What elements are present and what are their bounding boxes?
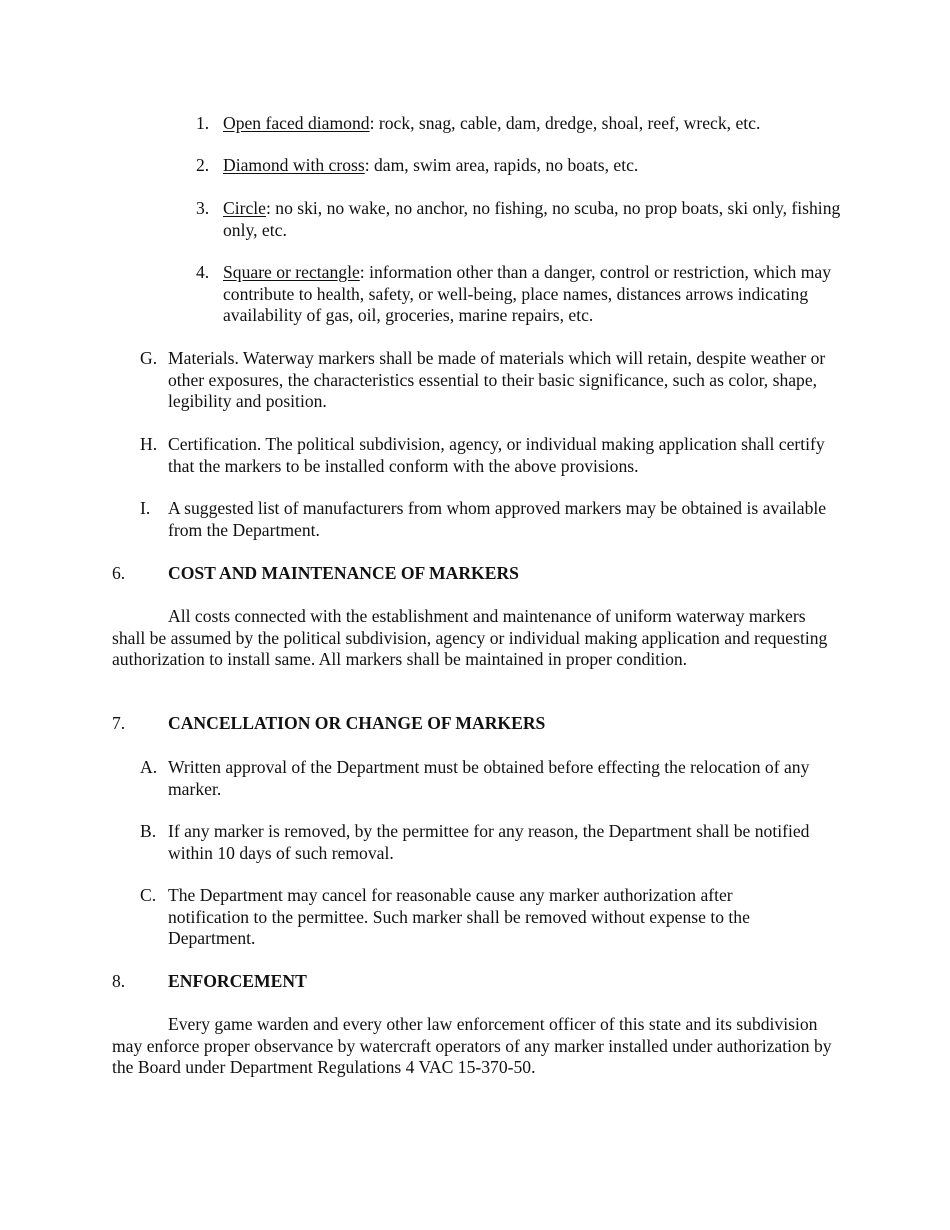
- list-term: Square or rectangle: [223, 262, 360, 282]
- list-text: : information other than a danger, control or restriction, which may contribute to health, safety, or well-being, place names, distances arrows indicating availability of gas, oil, groceries, marine repairs, etc.: [223, 262, 832, 325]
- section-title: ENFORCEMENT: [168, 971, 307, 991]
- list-text: : dam, swim area, rapids, no boats, etc.: [364, 155, 639, 175]
- list-term: Circle: [223, 198, 266, 218]
- list-number: 2.: [196, 155, 210, 175]
- item-text: The Department may cancel for reasonable cause any marker authorization after notification to the permittee. Such marker shall be removed without expense to the Department.: [168, 885, 750, 948]
- section-number: 6.: [112, 563, 126, 583]
- list-text: : no ski, no wake, no anchor, no fishing, no scuba, no prop boats, ski only, fishing only, etc.: [223, 198, 841, 240]
- list-term: Diamond with cross: [223, 155, 365, 175]
- section-title: COST AND MAINTENANCE OF MARKERS: [168, 563, 519, 583]
- item-text: Certification. The political subdivision, agency, or individual making application shall certify that the markers to be installed conform with the above provisions.: [168, 434, 825, 476]
- item-text: Materials. Waterway markers shall be made of materials which will retain, despite weather or other exposures, the characteristics essential to their basic significance, such as color, shape, legibility and position.: [168, 348, 826, 411]
- item-letter: B.: [140, 821, 157, 841]
- section-number: 7.: [112, 713, 126, 733]
- list-term: Open faced diamond: [223, 113, 370, 133]
- item-letter: C.: [140, 885, 157, 905]
- item-letter: I.: [140, 498, 151, 518]
- item-text: If any marker is removed, by the permittee for any reason, the Department shall be notified within 10 days of such removal.: [168, 821, 810, 863]
- list-text: : rock, snag, cable, dam, dredge, shoal, reef, wreck, etc.: [369, 113, 761, 133]
- item-letter: H.: [140, 434, 158, 454]
- section-title: CANCELLATION OR CHANGE OF MARKERS: [168, 713, 546, 733]
- item-text: Written approval of the Department must be obtained before effecting the relocation of any marker.: [168, 757, 810, 799]
- item-text: A suggested list of manufacturers from whom approved markers may be obtained is available from the Department.: [168, 498, 827, 540]
- list-number: 1.: [196, 113, 210, 133]
- section-number: 8.: [112, 971, 126, 991]
- item-letter: A.: [140, 757, 158, 777]
- section-body: All costs connected with the establishment and maintenance of uniform waterway markers shall be assumed by the political subdivision, agency or individual making application and requesting authorization to install same. All markers shall be maintained in proper condition.: [112, 606, 828, 669]
- list-number: 4.: [196, 262, 210, 282]
- item-letter: G.: [140, 348, 158, 368]
- list-number: 3.: [196, 198, 210, 218]
- section-body: Every game warden and every other law enforcement officer of this state and its subdivision may enforce proper observance by watercraft operators of any marker installed under authorization by the Board under Department Regulations 4 VAC 15-370-50.: [112, 1014, 832, 1077]
